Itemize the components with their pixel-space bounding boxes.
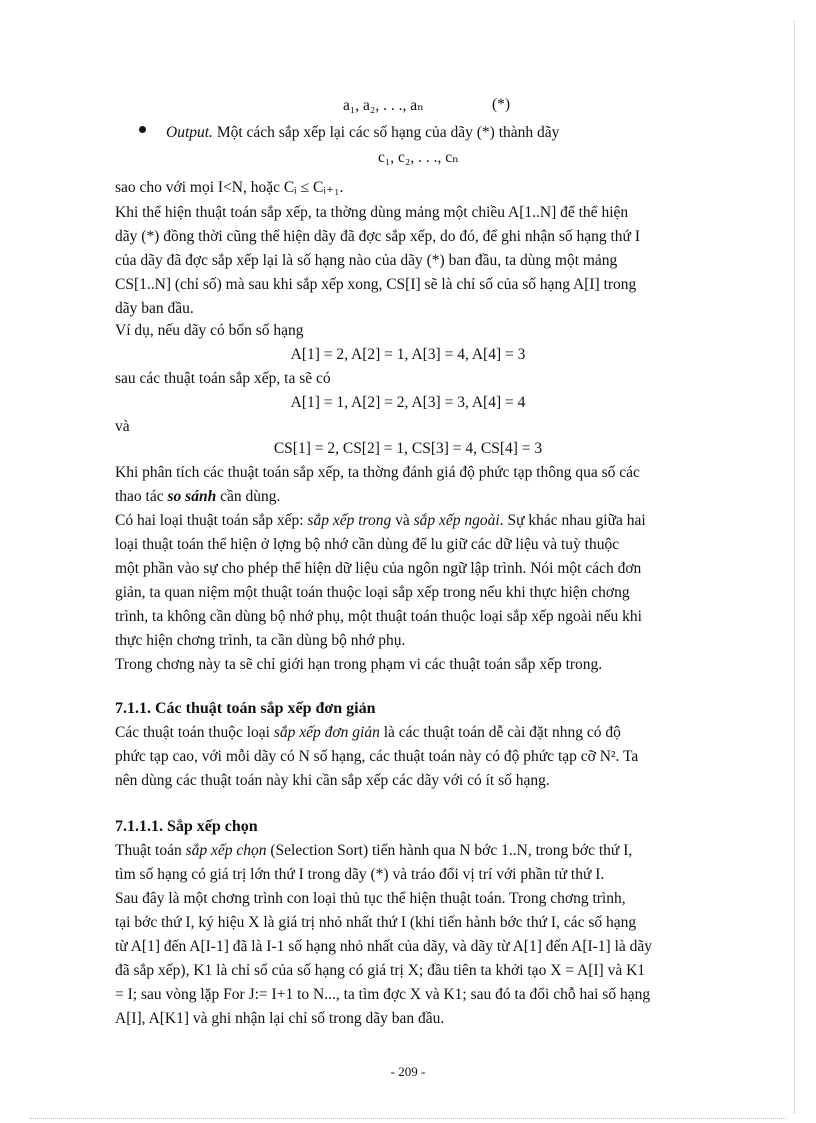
section-7-1-1-1-line: A[I], A[K1] và ghi nhận lại chỉ số trong dãy ban đầu. <box>115 1010 445 1027</box>
para3-line: một phần vào sự cho phép thể hiện dữ liệu của ngôn ngữ lập trình. Nói một cách đơn <box>115 560 642 577</box>
para3-line: Trong chơng này ta sẽ chỉ giới hạn trong phạm vi các thuật toán sắp xếp trong. <box>115 656 603 673</box>
after-sort-line: sau các thuật toán sắp xếp, ta sẽ có <box>115 370 331 387</box>
para1-line: của dãy đã đợc sắp xếp lại là số hạng nào của dãy (*) ban đầu, ta dùng một mảng <box>115 252 618 269</box>
emphasis-text: so sánh <box>167 488 217 505</box>
text: Thuật toán <box>115 842 186 859</box>
page-number: - 209 - <box>390 1064 426 1079</box>
para1-line: dãy ban đầu. <box>115 300 194 317</box>
para1-line: Khi thể hiện thuật toán sắp xếp, ta thờng dùng mảng một chiều A[1..N] để thể hiện <box>115 204 629 221</box>
formula-c: c₁, c₂, . . ., cₙ <box>378 149 459 166</box>
para3-line: giản, ta quan niệm một thuật toán thuộc loại sắp xếp trong nếu khi thực hiện chơng <box>115 584 630 601</box>
emphasis-text: sắp xếp đơn giản <box>273 724 380 741</box>
section-7-1-1-1-line: tại bớc thứ I, ký hiệu X là giá trị nhỏ nhất thứ I (khi tiến hành bớc thứ I, các số hạng <box>115 914 637 931</box>
section-7-1-1-line <box>115 724 621 742</box>
emphasis-text: sắp xếp chọn <box>185 842 267 859</box>
example-intro: Ví dụ, nếu dãy có bốn số hạng <box>115 322 304 339</box>
formula-star: (*) <box>492 96 511 113</box>
text: . Sự khác nhau giữa hai <box>499 512 646 529</box>
text: thao tác <box>115 488 168 505</box>
section-heading-7-1-1-1: 7.1.1.1. Sắp xếp chọn <box>115 818 258 835</box>
emphasis-text: sắp xếp ngoài <box>413 512 500 529</box>
section-heading-7-1-1: 7.1.1. Các thuật toán sắp xếp đơn giản <box>115 700 376 717</box>
para1-line: dãy (*) đồng thời cũng thể hiện dãy đã đợc sắp xếp, do đó, để ghi nhận số hạng thứ I <box>115 228 640 245</box>
section-7-1-1-1-line: = I; sau vòng lặp For J:= I+1 to N..., ta tìm đợc X và K1; sau đó ta đổi chỗ hai số hạng <box>115 986 651 1003</box>
para3-line: loại thuật toán thể hiện ở lợng bộ nhớ cần dùng để lu giữ các dữ liệu và tuỳ thuộc <box>115 536 620 553</box>
para1-line: CS[1..N] (chỉ số) mà sau khi sắp xếp xong, CS[I] sẽ là chỉ số của số hạng A[I] trong <box>115 276 637 293</box>
output-label: Output. <box>166 124 213 141</box>
example-a-after: A[1] = 1, A[2] = 2, A[3] = 3, A[4] = 4 <box>290 394 526 411</box>
example-cs: CS[1] = 2, CS[2] = 1, CS[3] = 4, CS[4] = 3 <box>273 440 543 457</box>
text: cần dùng. <box>216 488 281 505</box>
example-a-before: A[1] = 2, A[2] = 1, A[3] = 4, A[4] = 3 <box>290 346 526 363</box>
section-7-1-1-1-line <box>115 842 632 860</box>
page-border-right <box>794 20 795 1113</box>
para3-line <box>115 512 646 530</box>
emphasis-text: sắp xếp trong <box>307 512 392 529</box>
section-7-1-1-line: nên dùng các thuật toán này khi cần sắp xếp các dãy với có ít số hạng. <box>115 772 550 789</box>
condition-line: sao cho với mọi I<N, hoặc Cᵢ ≤ Cᵢ₊₁. <box>115 179 344 196</box>
bullet-icon <box>139 126 146 133</box>
section-7-1-1-1-line: Sau đây là một chơng trình con loại thủ tục thể hiện thuật toán. Trong chơng trình, <box>115 890 626 907</box>
text: là các thuật toán dễ cài đặt nhng có độ <box>379 724 621 741</box>
para3-line: thực hiện chơng trình, ta cần dùng bộ nhớ phụ. <box>115 632 406 649</box>
section-7-1-1-line: phức tạp cao, với mỗi dãy có N số hạng, các thuật toán này có độ phức tạp cỡ N². Ta <box>115 748 639 765</box>
text: Có hai loại thuật toán sắp xếp: <box>115 512 308 529</box>
section-7-1-1-1-line: đã sắp xếp), K1 là chỉ số của số hạng có giá trị X; đầu tiên ta khởi tạo X = A[I] và K1 <box>115 962 646 979</box>
output-line <box>166 124 559 142</box>
para3-line: trình, ta không cần dùng bộ nhớ phụ, một thuật toán thuộc loại sắp xếp ngoài nếu khi <box>115 608 642 625</box>
text: và <box>391 512 414 529</box>
para2-line <box>115 488 280 506</box>
page-border-bottom <box>30 1118 786 1119</box>
output-text: Một cách sắp xếp lại các số hạng của dãy (*) thành dãy <box>216 124 560 141</box>
text: Các thuật toán thuộc loại <box>115 724 274 741</box>
section-7-1-1-1-line: từ A[1] đến A[I-1] đã là I-1 số hạng nhỏ nhất của dãy, và dãy từ A[1] đến A[I-1] là dãy <box>115 938 653 955</box>
para2-line: Khi phân tích các thuật toán sắp xếp, ta thờng đánh giá độ phức tạp thông qua số các <box>115 464 640 481</box>
text: (Selection Sort) tiến hành qua N bớc 1..N, trong bớc thứ I, <box>266 842 633 859</box>
formula-sequence: a₁, a₂, . . ., aₙ <box>343 97 424 114</box>
and-word: và <box>115 418 130 435</box>
section-7-1-1-1-line: tìm số hạng có giá trị lớn thứ I trong dãy (*) và tráo đổi vị trí với phần tử thứ I. <box>115 866 605 883</box>
